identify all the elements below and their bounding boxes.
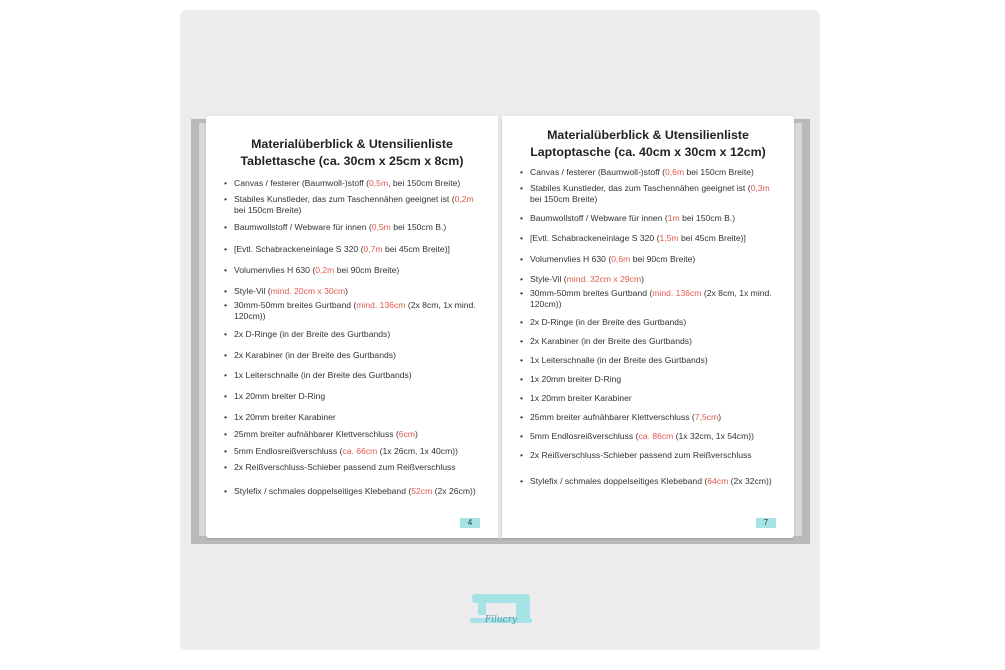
list-item — [520, 183, 782, 205]
list-item — [520, 288, 782, 310]
list-item-segment: bei 45cm Breite)] — [382, 244, 450, 254]
list-item-segment: ) — [641, 274, 645, 284]
list-item-text — [224, 412, 486, 423]
quantity-highlight: mind. 32cm x 29cm — [566, 274, 642, 284]
list-item-segment: 1x 20mm breiter Karabiner — [234, 412, 336, 422]
list-item-segment: Volumenvlies H 630 ( — [234, 265, 316, 275]
list-item-text — [224, 244, 486, 255]
quantity-highlight: 64cm — [707, 476, 729, 486]
right-title-line2: Laptoptasche (ca. 40cm x 30cm x 12cm) — [530, 145, 766, 159]
list-item-segment: [Evtl. Schabrackeneinlage S 320 ( — [234, 244, 364, 254]
list-item-text — [520, 374, 782, 385]
list-item-text — [520, 412, 782, 423]
list-item-text — [520, 393, 782, 404]
list-item-text — [224, 265, 486, 276]
quantity-highlight: 0,5m — [371, 222, 391, 232]
list-item — [520, 254, 782, 265]
list-item-text — [224, 429, 486, 440]
list-item-text — [520, 183, 782, 205]
list-item-segment: ) — [718, 412, 722, 422]
bullet-icon: • — [224, 329, 228, 339]
list-item-text — [520, 274, 782, 285]
list-item-text — [224, 462, 486, 473]
list-item-segment: 30mm-50mm breites Gurtband ( — [234, 300, 357, 310]
list-item-segment: bei 45cm Breite)] — [678, 233, 746, 243]
list-item-segment: 2x Reißverschluss-Schieber passend zum Reißverschluss — [234, 462, 456, 472]
list-item-text — [224, 194, 486, 216]
quantity-highlight: 0,2m — [315, 265, 335, 275]
list-item-segment: (2x 8cm, 1x mind. 120cm)) — [234, 300, 476, 321]
quantity-highlight: ca. 66cm — [342, 446, 378, 456]
list-item — [520, 450, 782, 461]
quantity-highlight: 6cm — [398, 429, 416, 439]
list-item-segment: Stylefix / schmales doppelseitiges Klebeband ( — [530, 476, 708, 486]
list-item — [224, 429, 486, 440]
bullet-icon: • — [520, 274, 524, 284]
list-item-segment: 25mm breiter aufnähbarer Klettverschluss ( — [530, 412, 695, 422]
list-item-text — [520, 355, 782, 366]
bullet-icon: • — [224, 412, 228, 422]
bullet-icon: • — [224, 350, 228, 360]
list-item-text — [520, 431, 782, 442]
bullet-icon: • — [520, 412, 524, 422]
list-item — [520, 167, 782, 178]
list-item-segment: (1x 26cm, 1x 40cm)) — [377, 446, 458, 456]
quantity-highlight: 0,5m — [369, 178, 389, 188]
list-item — [520, 374, 782, 385]
list-item-segment: , bei 150cm Breite) — [388, 178, 461, 188]
list-item-text — [224, 178, 486, 189]
list-item-text — [224, 391, 486, 402]
list-item-segment: 1x Leiterschnalle (in der Breite des Gurtbands) — [530, 355, 708, 365]
bullet-icon: • — [224, 370, 228, 380]
list-item-segment: Canvas / festerer (Baumwoll-)stoff ( — [234, 178, 369, 188]
list-item — [224, 300, 486, 322]
list-item-text — [224, 286, 486, 297]
list-item-text — [520, 336, 782, 347]
list-item-segment: bei 150cm Breite) — [234, 205, 302, 215]
list-item-segment: Canvas / festerer (Baumwoll-)stoff ( — [530, 167, 665, 177]
list-item — [224, 265, 486, 276]
list-item — [520, 412, 782, 423]
bullet-icon: • — [520, 213, 524, 223]
list-item-segment: (2x 26cm)) — [432, 486, 476, 496]
list-item — [224, 194, 486, 216]
list-item — [224, 486, 486, 497]
list-item-segment: bei 150cm Breite) — [684, 167, 754, 177]
bullet-icon: • — [520, 393, 524, 403]
list-item — [224, 412, 486, 423]
quantity-highlight: 0,2m — [454, 194, 474, 204]
list-item-segment: Baumwollstoff / Webware für innen ( — [234, 222, 372, 232]
list-item-text — [520, 450, 782, 461]
bullet-icon: • — [520, 476, 524, 486]
quantity-highlight: 7,5cm — [694, 412, 719, 422]
bullet-icon: • — [520, 336, 524, 346]
list-item-segment: 5mm Endlosreißverschluss ( — [530, 431, 639, 441]
left-title-line2: Tablettasche (ca. 30cm x 25cm x 8cm) — [240, 154, 464, 168]
quantity-highlight: mind. 136cm — [356, 300, 406, 310]
list-item-segment: 1x 20mm breiter D-Ring — [530, 374, 622, 384]
list-item-text — [520, 317, 782, 328]
right-page-number: 7 — [756, 518, 776, 528]
list-item-segment: 1x Leiterschnalle (in der Breite des Gurtbands) — [234, 370, 412, 380]
bullet-icon: • — [224, 265, 228, 275]
left-page-number: 4 — [460, 518, 480, 528]
quantity-highlight: 1m — [667, 213, 680, 223]
list-item — [520, 355, 782, 366]
list-item-segment: ) — [415, 429, 418, 439]
quantity-highlight: 1,5m — [659, 233, 679, 243]
bullet-icon: • — [224, 429, 228, 439]
list-item — [520, 233, 782, 244]
list-item-text — [224, 350, 486, 361]
list-item-segment: bei 150cm Breite) — [530, 194, 598, 204]
list-item-segment: Style-Vil ( — [234, 286, 271, 296]
left-page-title — [206, 136, 498, 170]
list-item-segment: 5mm Endlosreißverschluss ( — [234, 446, 343, 456]
list-item-segment: (2x 8cm, 1x mind. 120cm)) — [530, 288, 772, 309]
list-item — [224, 462, 486, 473]
list-item — [520, 336, 782, 347]
list-item-segment: Volumenvlies H 630 ( — [530, 254, 612, 264]
bullet-icon: • — [224, 462, 228, 472]
bullet-icon: • — [520, 167, 524, 177]
list-item — [224, 329, 486, 340]
list-item-text — [224, 222, 486, 233]
list-item-text — [224, 329, 486, 340]
bullet-icon: • — [520, 254, 524, 264]
list-item-segment: 30mm-50mm breites Gurtband ( — [530, 288, 653, 298]
list-item — [224, 350, 486, 361]
list-item-segment: bei 90cm Breite) — [334, 265, 400, 275]
bullet-icon: • — [224, 178, 228, 188]
bullet-icon: • — [520, 233, 524, 243]
bullet-icon: • — [224, 194, 228, 204]
list-item-segment: (2x 32cm)) — [728, 476, 772, 486]
quantity-highlight: 0,6m — [665, 167, 685, 177]
quantity-highlight: ca. 86cm — [638, 431, 674, 441]
left-title-line1: Materialüberblick & Utensilienliste — [251, 137, 453, 151]
right-title-line1: Materialüberblick & Utensilienliste — [547, 128, 749, 142]
list-item-segment: 2x Karabiner (in der Breite des Gurtbands) — [530, 336, 692, 346]
bullet-icon: • — [224, 391, 228, 401]
list-item-segment: bei 150cm B.) — [679, 213, 736, 223]
bullet-icon: • — [520, 183, 524, 193]
right-page — [502, 116, 794, 538]
list-item — [224, 370, 486, 381]
list-item — [224, 286, 486, 297]
list-item-segment: Baumwollstoff / Webware für innen ( — [530, 213, 668, 223]
bullet-icon: • — [520, 355, 524, 365]
list-item-segment: Stylefix / schmales doppelseitiges Klebeband ( — [234, 486, 412, 496]
bullet-icon: • — [520, 450, 524, 460]
list-item-segment: ) — [345, 286, 349, 296]
list-item-segment: bei 150cm B.) — [390, 222, 447, 232]
list-item-segment: Style-Vil ( — [530, 274, 567, 284]
list-item — [520, 431, 782, 442]
bullet-icon: • — [520, 288, 524, 298]
list-item-segment: (1x 32cm, 1x 54cm)) — [673, 431, 754, 441]
list-item-segment: 2x D-Ringe (in der Breite des Gurtbands) — [530, 317, 687, 327]
quantity-highlight: 0,6m — [611, 254, 631, 264]
list-item-text — [520, 476, 782, 487]
list-item — [224, 244, 486, 255]
list-item-segment: 1x 20mm breiter Karabiner — [530, 393, 632, 403]
list-item-segment: bei 90cm Breite) — [630, 254, 696, 264]
bullet-icon: • — [224, 446, 228, 456]
brand-logo — [470, 592, 532, 628]
list-item — [520, 274, 782, 285]
list-item-text — [224, 300, 486, 322]
list-item — [520, 317, 782, 328]
logo-text: Filucry — [484, 615, 518, 625]
bullet-icon: • — [520, 317, 524, 327]
bullet-icon: • — [224, 244, 228, 254]
list-item-segment: 2x Reißverschluss-Schieber passend zum Reißverschluss — [530, 450, 752, 460]
list-item — [224, 446, 486, 457]
list-item-text — [224, 446, 486, 457]
bullet-icon: • — [520, 374, 524, 384]
quantity-highlight: 52cm — [411, 486, 433, 496]
list-item-segment: 2x Karabiner (in der Breite des Gurtbands) — [234, 350, 396, 360]
quantity-highlight: mind. 136cm — [652, 288, 702, 298]
list-item-text — [520, 254, 782, 265]
list-item-segment: Stabiles Kunstleder, das zum Taschennähen geeignet ist ( — [234, 194, 455, 204]
quantity-highlight: mind. 20cm x 30cm — [270, 286, 346, 296]
bullet-icon: • — [224, 300, 228, 310]
list-item-text — [520, 167, 782, 178]
list-item — [224, 222, 486, 233]
bullet-icon: • — [224, 286, 228, 296]
bullet-icon: • — [224, 222, 228, 232]
list-item — [520, 213, 782, 224]
list-item — [224, 391, 486, 402]
list-item-segment: 2x D-Ringe (in der Breite des Gurtbands) — [234, 329, 391, 339]
list-item — [520, 476, 782, 487]
list-item — [520, 393, 782, 404]
list-item-segment: [Evtl. Schabrackeneinlage S 320 ( — [530, 233, 660, 243]
list-item-segment: 25mm breiter aufnähbarer Klettverschluss ( — [234, 429, 399, 439]
list-item-segment: Stabiles Kunstleder, das zum Taschennähen geeignet ist ( — [530, 183, 751, 193]
quantity-highlight: 0,3m — [750, 183, 770, 193]
list-item — [224, 178, 486, 189]
list-item-text — [520, 233, 782, 244]
left-page — [206, 116, 498, 538]
list-item-text — [520, 213, 782, 224]
bullet-icon: • — [224, 486, 228, 496]
right-page-title — [502, 127, 794, 161]
list-item-text — [224, 486, 486, 497]
list-item-text — [224, 370, 486, 381]
quantity-highlight: 0,7m — [363, 244, 383, 254]
list-item-segment: 1x 20mm breiter D-Ring — [234, 391, 326, 401]
list-item-text — [520, 288, 782, 310]
bullet-icon: • — [520, 431, 524, 441]
